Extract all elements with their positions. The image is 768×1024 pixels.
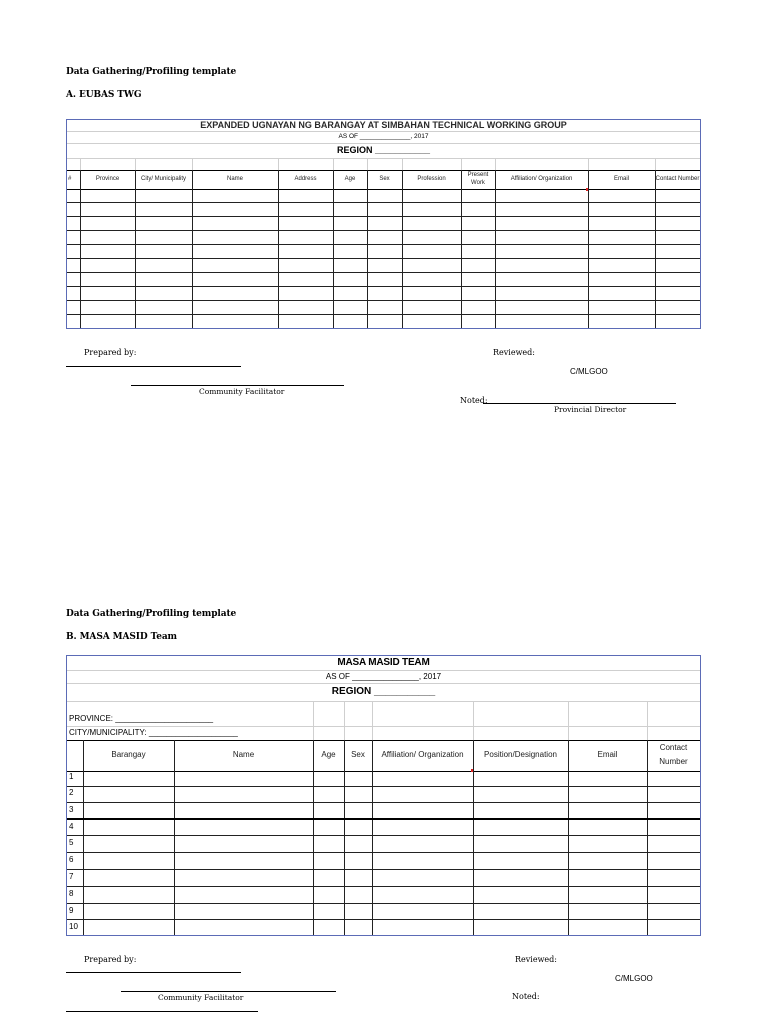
- col-header-profession: Profession: [417, 176, 446, 182]
- signature-line: [483, 403, 676, 404]
- table-a-title: EXPANDED UGNAYAN NG BARANGAY AT SIMBAHAN TECHNICAL WORKING GROUP: [200, 120, 567, 130]
- table-row: [67, 835, 700, 836]
- noted-label-b: Noted:: [512, 992, 540, 1001]
- col-header-affiliation: Affiliation/ Organization: [510, 176, 573, 182]
- section-b-subtitle: B. MASA MASID Team: [66, 632, 177, 642]
- section-a-subtitle: A. EUBAS TWG: [66, 90, 142, 100]
- col-header-number: #: [68, 176, 72, 182]
- city-municipality-field: CITY/MUNICIPALITY: ____________________: [69, 728, 238, 737]
- col-header-sex: Sex: [351, 750, 365, 759]
- table-b-as-of: AS OF _______________, 2017: [325, 672, 442, 681]
- reviewed-label-a: Reviewed:: [493, 348, 535, 357]
- row-number: 5: [69, 838, 74, 847]
- row-number: 9: [69, 906, 74, 915]
- community-facilitator-label-b: Community Facilitator: [158, 993, 244, 1002]
- table-row: [67, 230, 700, 231]
- doc-title-a: Data Gathering/Profiling template: [66, 67, 237, 77]
- table-row: [67, 886, 700, 887]
- signature-line: [66, 1011, 258, 1012]
- col-header-present-work: Present Work: [467, 172, 489, 186]
- doc-title-b: Data Gathering/Profiling template: [66, 609, 237, 619]
- cmlgoo-label-a: C/MLGOO: [570, 367, 608, 376]
- eubas-twg-table: [66, 119, 701, 329]
- prepared-by-label-b: Prepared by:: [84, 955, 137, 964]
- table-row: [67, 272, 700, 273]
- row-number: 3: [69, 805, 74, 814]
- col-header-address: Address: [294, 176, 317, 182]
- signature-line: [66, 366, 241, 367]
- col-header-name: Name: [232, 750, 255, 759]
- row-number: 7: [69, 872, 74, 881]
- table-row: [67, 919, 700, 920]
- row-number: 4: [69, 822, 74, 831]
- table-row: [67, 802, 700, 803]
- col-header-contact: Contact Number: [659, 743, 688, 766]
- community-facilitator-label-a: Community Facilitator: [199, 387, 285, 396]
- table-row: [67, 314, 700, 315]
- row-number: 1: [69, 772, 74, 781]
- table-row: [67, 852, 700, 853]
- signature-line: [66, 972, 241, 973]
- table-b-title: MASA MASID TEAM: [337, 657, 430, 668]
- table-row: [67, 244, 700, 245]
- provincial-director-label: Provincial Director: [554, 405, 627, 414]
- province-field: PROVINCE: ______________________: [69, 714, 214, 723]
- col-header-province: Province: [95, 176, 120, 182]
- col-header-age: Age: [344, 176, 356, 182]
- table-a-as-of: AS OF ______________, 2017: [338, 133, 429, 140]
- col-header-email: Email: [613, 176, 629, 182]
- masa-masid-table: [66, 655, 701, 936]
- table-row: [67, 300, 700, 301]
- table-row: [67, 786, 700, 787]
- col-header-affiliation: Affiliation/ Organization: [381, 750, 464, 759]
- table-row: [67, 216, 700, 217]
- reviewed-label-b: Reviewed:: [515, 955, 557, 964]
- noted-label-a: Noted:: [460, 396, 488, 405]
- prepared-by-label-a: Prepared by:: [84, 348, 137, 357]
- signature-line: [131, 385, 344, 386]
- col-header-sex: Sex: [379, 176, 390, 182]
- table-row: [67, 286, 700, 287]
- row-number: 8: [69, 889, 74, 898]
- table-row: [67, 258, 700, 259]
- col-header-contact: Contact Number: [655, 176, 700, 182]
- table-a-region: REGION ___________: [336, 145, 431, 155]
- row-number: 10: [69, 922, 78, 931]
- row-number: 6: [69, 855, 74, 864]
- table-row: [67, 202, 700, 203]
- col-header-city: City/ Municipality: [140, 176, 186, 182]
- table-row: [67, 869, 700, 870]
- row-number: 2: [69, 788, 74, 797]
- cmlgoo-label-b: C/MLGOO: [615, 974, 653, 983]
- col-header-email: Email: [597, 750, 618, 759]
- table-b-region: REGION ___________: [331, 686, 436, 697]
- col-header-name: Name: [226, 176, 243, 182]
- table-row: [67, 903, 700, 904]
- col-header-position: Position/Designation: [484, 750, 557, 759]
- signature-line: [121, 991, 336, 992]
- table-row: [67, 818, 700, 820]
- col-header-age: Age: [321, 750, 336, 759]
- col-header-barangay: Barangay: [111, 750, 146, 759]
